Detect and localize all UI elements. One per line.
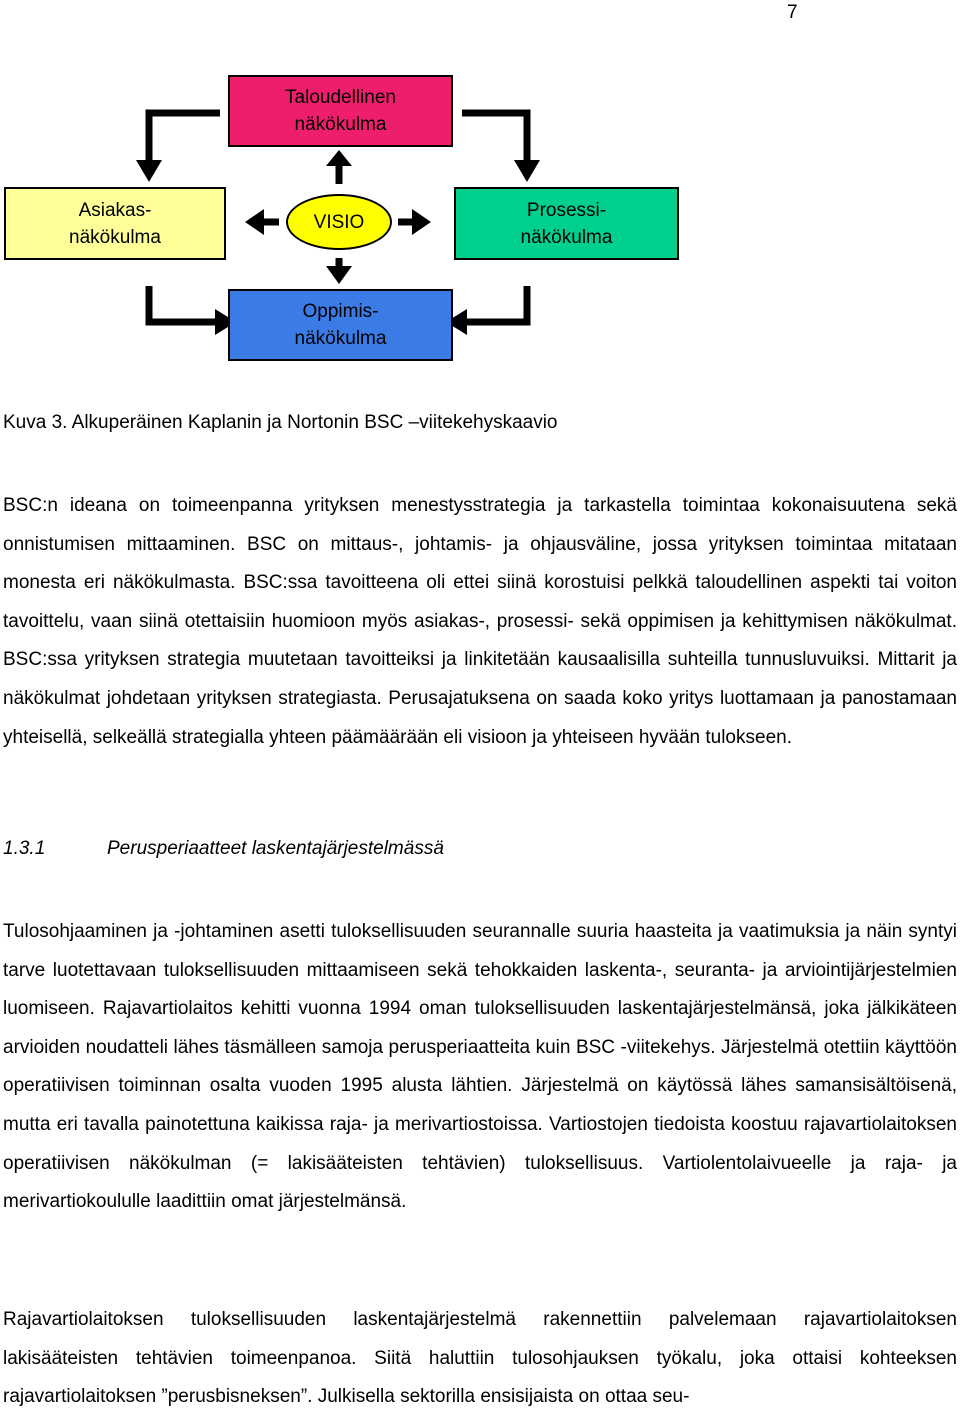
section-heading xyxy=(3,838,444,860)
section-number: 1.3.1 xyxy=(3,838,46,859)
vision-ellipse: VISIO xyxy=(286,194,392,250)
arrow-bottom-right xyxy=(462,286,527,322)
customer-perspective-box: Asiakas- näkökulma xyxy=(4,187,226,260)
paragraph-result-management: Tulosohjaaminen ja -johtaminen asetti tuloksellisuuden seurannalle suuria haasteita ja vaatimuksia ja näin syntyi tarve luotettavaan tuloksellisuuden mittaamiseen sekä tehokkaiden laskenta-, seuranta- ja arviointijärjestelmien luomiseen. Rajavartiolaitos kehitti vuonna 1994 oman tuloksellisuuden laskentajärjestelmänsä, joka jälkikäteen arvioiden noudatteli lähes täsmälleen samoja perusperiaatteita kuin BSC -viitekehys. Järjestelmä otettiin käyttöön operatiivisen toiminnan osalta vuoden 1995 alusta lähtien. Järjestelmä on käytössä lähes samansisältöisenä, mutta eri tavalla painotettuna kaikissa raja- ja merivartiostoissa. Vartiostojen tiedoista koostuu rajavartiolaitoksen operatiivisen näkökulman (= lakisääteisten tehtävien) tuloksellisuus. Vartiolentolaivueelle ja raja- ja merivartiokoululle laadittiin omat järjestelmänsä. xyxy=(3,921,957,1213)
arrow-bottom-left xyxy=(149,286,220,322)
figure-caption: Kuva 3. Alkuperäinen Kaplanin ja Nortonin BSC –viitekehyskaavio xyxy=(3,412,558,433)
section-title: Perusperiaatteet laskentajärjestelmässä xyxy=(107,838,444,859)
financial-perspective-box: Taloudellinen näkökulma xyxy=(228,75,453,147)
arrow-top-left xyxy=(149,113,220,165)
process-perspective-box: Prosessi- näkökulma xyxy=(454,187,679,260)
arrow-top-right xyxy=(462,113,527,165)
paragraph-accounting-system: Rajavartiolaitoksen tuloksellisuuden laskentajärjestelmä rakennettiin palvelemaan rajavartiolaitoksen lakisääteisten tehtävien toimeenpanoa. Siitä haluttiin tulosohjauksen työkalu, joka ottaisi kohteeksen rajavartiolaitoksen ”perusbisneksen”. Julkisella sektorilla ensisijaista on ottaa seu- xyxy=(3,1309,957,1408)
learning-perspective-box: Oppimis- näkökulma xyxy=(228,289,453,361)
page-number: 7 xyxy=(787,2,798,23)
paragraph-bsc-idea: BSC:n ideana on toimeenpanna yrityksen menestysstrategia ja tarkastella toimintaa kokonaisuutena sekä onnistumisen mittaaminen. BSC on mittaus-, johtamis- ja ohjausväline, jossa yrityksen toimintaa mitataan monesta eri näkökulmasta. BSC:ssa tavoitteena oli ettei siinä korostuisi pelkkä taloudellinen aspekti tai voiton tavoittelu, vaan siinä otettaisiin huomioon myös asiakas-, prosessi- sekä oppimisen ja kehittymisen näkökulmat. BSC:ssa yrityksen strategia muutetaan tavoitteiksi ja linkitetään kausaalisilla suhteilla tunnusluvuiksi. Mittarit ja näkökulmat johdetaan yrityksen strategiasta. Perusajatuksena on saada koko yritys luottamaan ja panostamaan yhteisellä, selkeällä strategialla yhteen päämäärään eli visioon ja yhteiseen hyvään tulokseen. xyxy=(3,495,957,748)
